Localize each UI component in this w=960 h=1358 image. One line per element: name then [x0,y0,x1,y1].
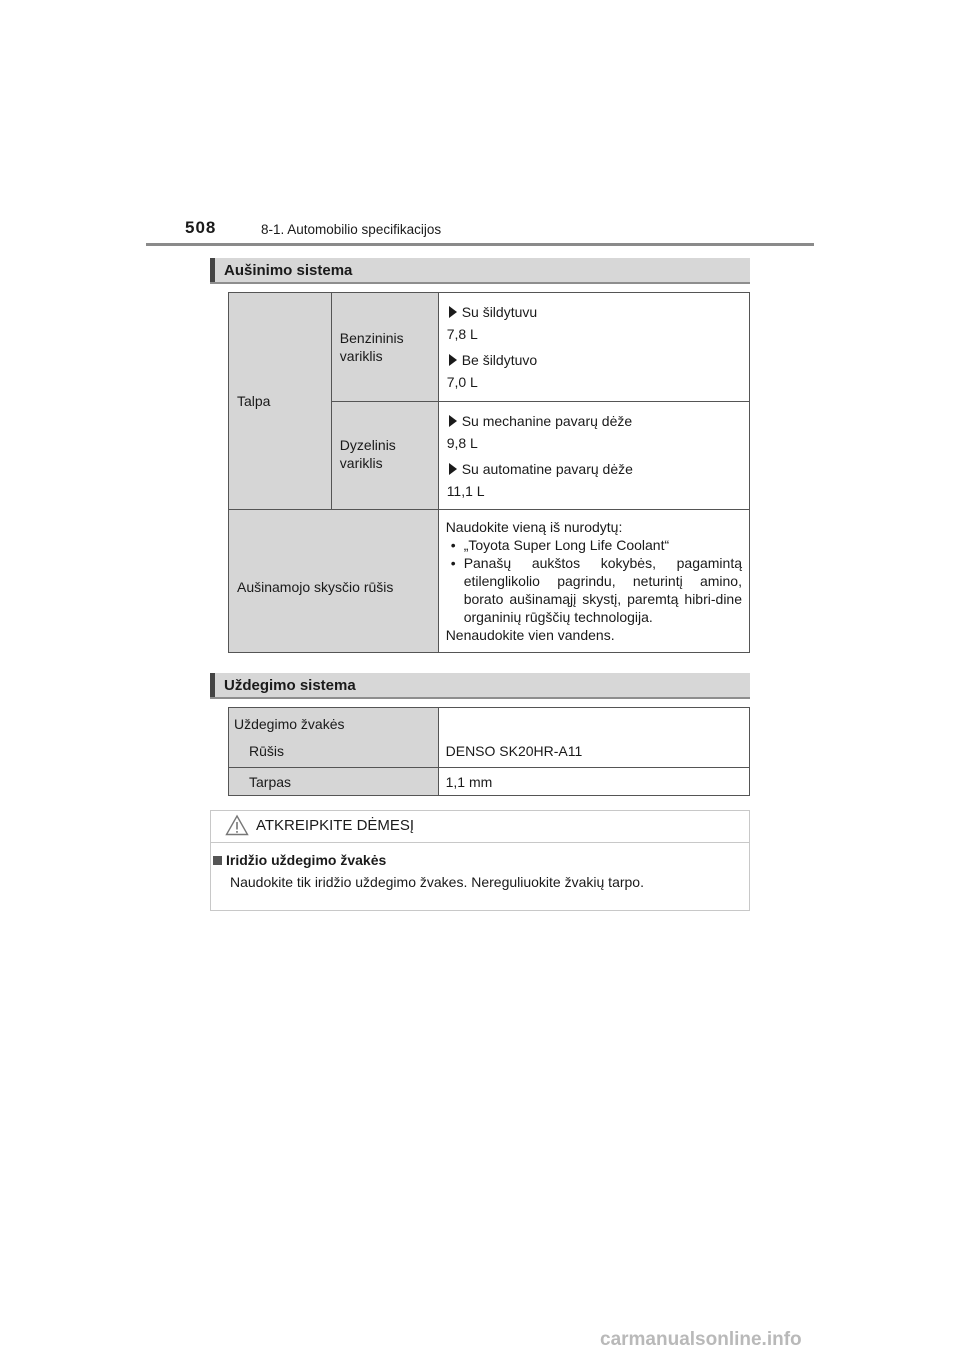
ignition-section-heading [210,673,750,699]
section-marker [210,258,215,282]
diesel-capacity-cell [438,402,749,510]
gasoline-capacity-cell [438,293,749,402]
arrow-right-icon [449,306,457,318]
coolant-note: Nenaudokite vien vandens. [445,627,615,643]
list-item: • Panašų aukštos kokybės, pagamintą etilenglikolio pagrindu, neturintį amino, borato aušinamąjį skystį, paremtą hibri-dine organinių rūgščių technologija. [446,554,742,626]
caution-box [210,810,750,911]
coolant-type-label: Aušinamojo skysčio rūšis [229,510,439,653]
option-without-heater: Be šildytuvo [447,352,741,368]
diesel-engine-label: Dyzelinis variklis [331,402,438,510]
coolant-intro: Naudokite vieną iš nurodytų: [445,519,623,535]
arrow-right-icon [449,463,457,475]
cooling-section-heading [210,258,750,284]
list-item: • „Toyota Super Long Life Coolant“ [446,536,742,554]
cooling-section-title: Aušinimo sistema [224,262,353,279]
caution-text: Naudokite tik iridžio uždegimo žvakes. Nereguliuokite žvakių tarpo. [230,874,644,890]
caution-body [213,852,644,890]
capacity-value: 11,1 L [446,482,485,499]
chapter-title: 8-1. Automobilio specifikacijos [261,222,442,237]
coolant-type-value [438,510,749,653]
warning-triangle-icon [225,814,249,836]
square-bullet-icon [213,856,222,865]
caution-heading: Iridžio uždegimo žvakės [213,852,644,868]
spark-plug-label-cell [229,708,439,768]
gasoline-engine-label: Benzininis variklis [331,293,438,402]
ignition-spec-table [228,707,750,796]
capacity-label: Talpa [229,293,332,510]
coolant-list [446,536,742,626]
capacity-value: 7,8 L [446,326,478,342]
watermark: carmanualsonline.info [600,1329,802,1350]
type-value-cell [438,708,749,768]
gap-label: Tarpas [229,768,439,796]
cooling-spec-table [228,292,750,653]
caution-header [211,811,749,843]
option-automatic-transmission: Su automatine pavarų dėže [447,461,741,477]
type-label: Rūšis [249,743,285,759]
option-with-heater: Su šildytuvu [447,304,741,320]
option-manual-transmission: Su mechanine pavarų dėže [447,413,741,429]
arrow-right-icon [449,354,457,366]
arrow-right-icon [449,415,457,427]
capacity-value: 7,0 L [446,374,478,390]
header-divider [146,243,814,246]
caution-title: ATKREIPKITE DĖMESĮ [256,817,415,834]
spark-plug-label: Uždegimo žvakės [234,716,345,732]
page-number: 508 [185,218,217,237]
capacity-value: 9,8 L [446,434,478,451]
type-value: DENSO SK20HR-A11 [445,743,583,759]
gap-value: 1,1 mm [438,768,749,796]
ignition-section-title: Uždegimo sistema [224,677,356,694]
section-marker [210,673,215,697]
